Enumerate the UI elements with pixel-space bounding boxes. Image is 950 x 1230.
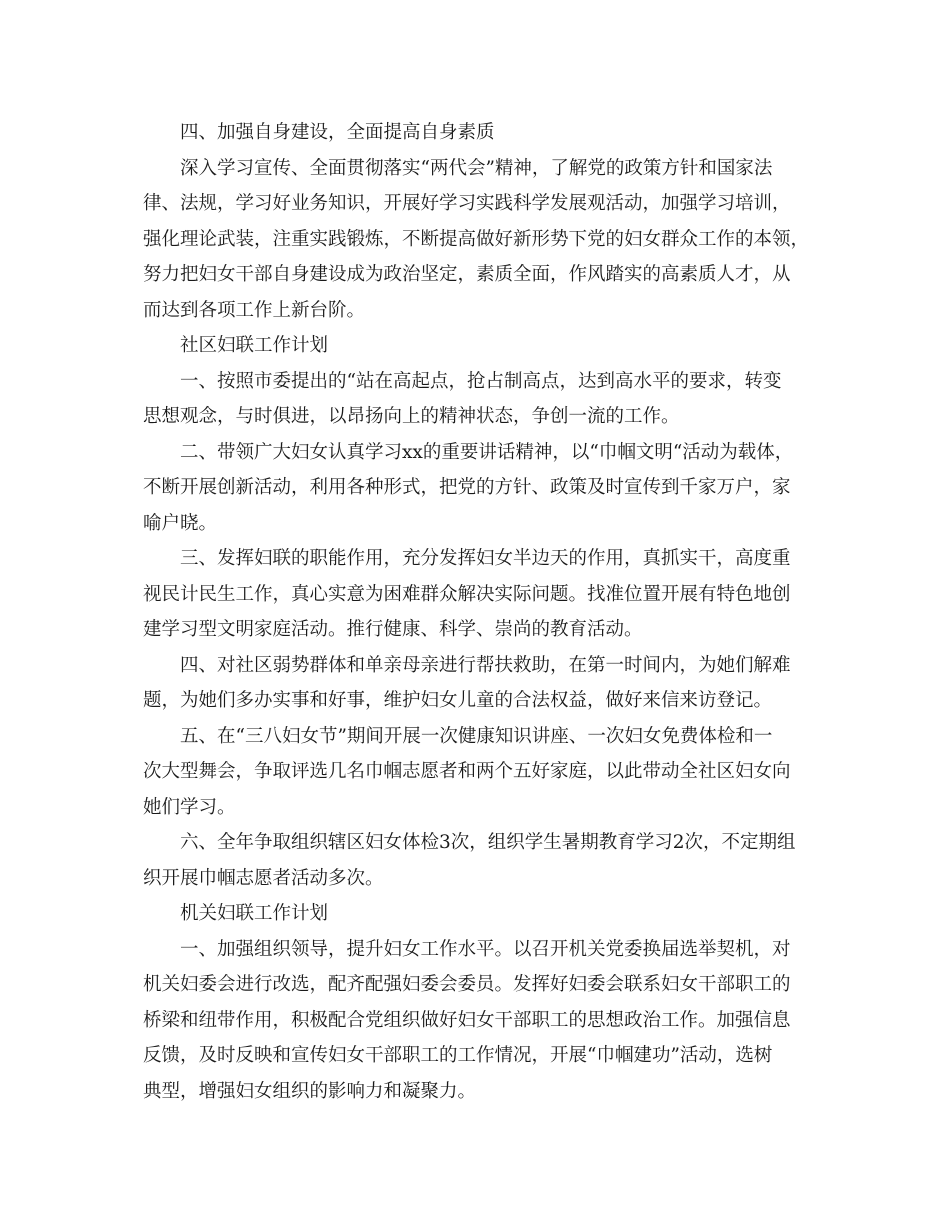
text-line: 三、发挥妇联的职能作用，充分发挥妇女半边天的作用，真抓实干，高度重 [180, 548, 791, 569]
text-line: 题，为她们多办实事和好事，维护妇女儿童的合法权益，做好来信来访登记。 [143, 690, 773, 711]
text-line: 一、按照市委提出的“站在高起点，抢占制高点，达到高水平的要求，转变 [180, 370, 782, 392]
text-line: 桥梁和纽带作用，积极配合党组织做好妇女干部职工的思想政治工作。加强信息 [143, 1009, 791, 1031]
document-body [143, 115, 813, 1109]
text-line: 次大型舞会，争取评选几名巾帼志愿者和两个五好家庭，以此带动全社区妇女向 [143, 761, 791, 782]
text-line: 建学习型文明家庭活动。推行健康、科学、崇尚的教育活动。 [143, 619, 643, 640]
text-line: 四、对社区弱势群体和单亲母亲进行帮扶救助，在第一时间内，为她们解难 [180, 654, 791, 676]
text-line: 她们学习。 [143, 796, 236, 818]
text-line: 一、加强组织领导，提升妇女工作水平。以召开机关党委换届选举契机，对 [180, 938, 791, 960]
text-line: 视民计民生工作，真心实意为困难群众解决实际问题。找准位置开展有特色地创 [143, 583, 791, 605]
text-line: 社区妇联工作计划 [180, 335, 329, 356]
text-line: 强化理论武装，注重实践锻炼，不断提高做好新形势下党的妇女群众工作的本领， [143, 228, 810, 250]
text-line: 五、在“三八妇女节”期间开展一次健康知识讲座、一次妇女免费体检和一 [180, 725, 773, 747]
text-line: 喻户晓。 [143, 512, 218, 534]
text-line: 四、加强自身建设，全面提高自身素质 [180, 122, 495, 143]
text-line: 深入学习宣传、全面贯彻落实“两代会”精神，了解党的政策方针和国家法 [180, 157, 773, 179]
text-line: 织开展巾帼志愿者活动多次。 [143, 867, 384, 889]
text-line: 六、全年争取组织辖区妇女体检3次，组织学生暑期教育学习2次，不定期组 [180, 832, 796, 853]
text-line: 律、法规，学习好业务知识，开展好学习实践科学发展观活动，加强学习培训， [143, 193, 791, 214]
text-line: 二、带领广大妇女认真学习xx的重要讲话精神，以“巾帼文明“活动为载体， [180, 441, 794, 463]
text-line: 反馈，及时反映和宣传妇女干部职工的工作情况，开展“巾帼建功”活动，选树 [143, 1045, 773, 1066]
text-line: 努力把妇女干部自身建设成为政治坚定，素质全面，作风踏实的高素质人才，从 [143, 264, 791, 285]
text-line: 而达到各项工作上新台阶。 [143, 299, 366, 321]
text-line: 典型，增强妇女组织的影响力和凝聚力。 [143, 1080, 477, 1102]
text-line: 机关妇联工作计划 [180, 903, 329, 924]
text-line: 机关妇委会进行改选，配齐配强妇委会委员。发挥好妇委会联系妇女干部职工的 [143, 974, 791, 995]
text-line: 思想观念，与时俱进，以昂扬向上的精神状态，争创一流的工作。 [143, 406, 680, 427]
text-line: 不断开展创新活动，利用各种形式，把党的方针、政策及时宣传到千家万户，家 [143, 477, 791, 498]
